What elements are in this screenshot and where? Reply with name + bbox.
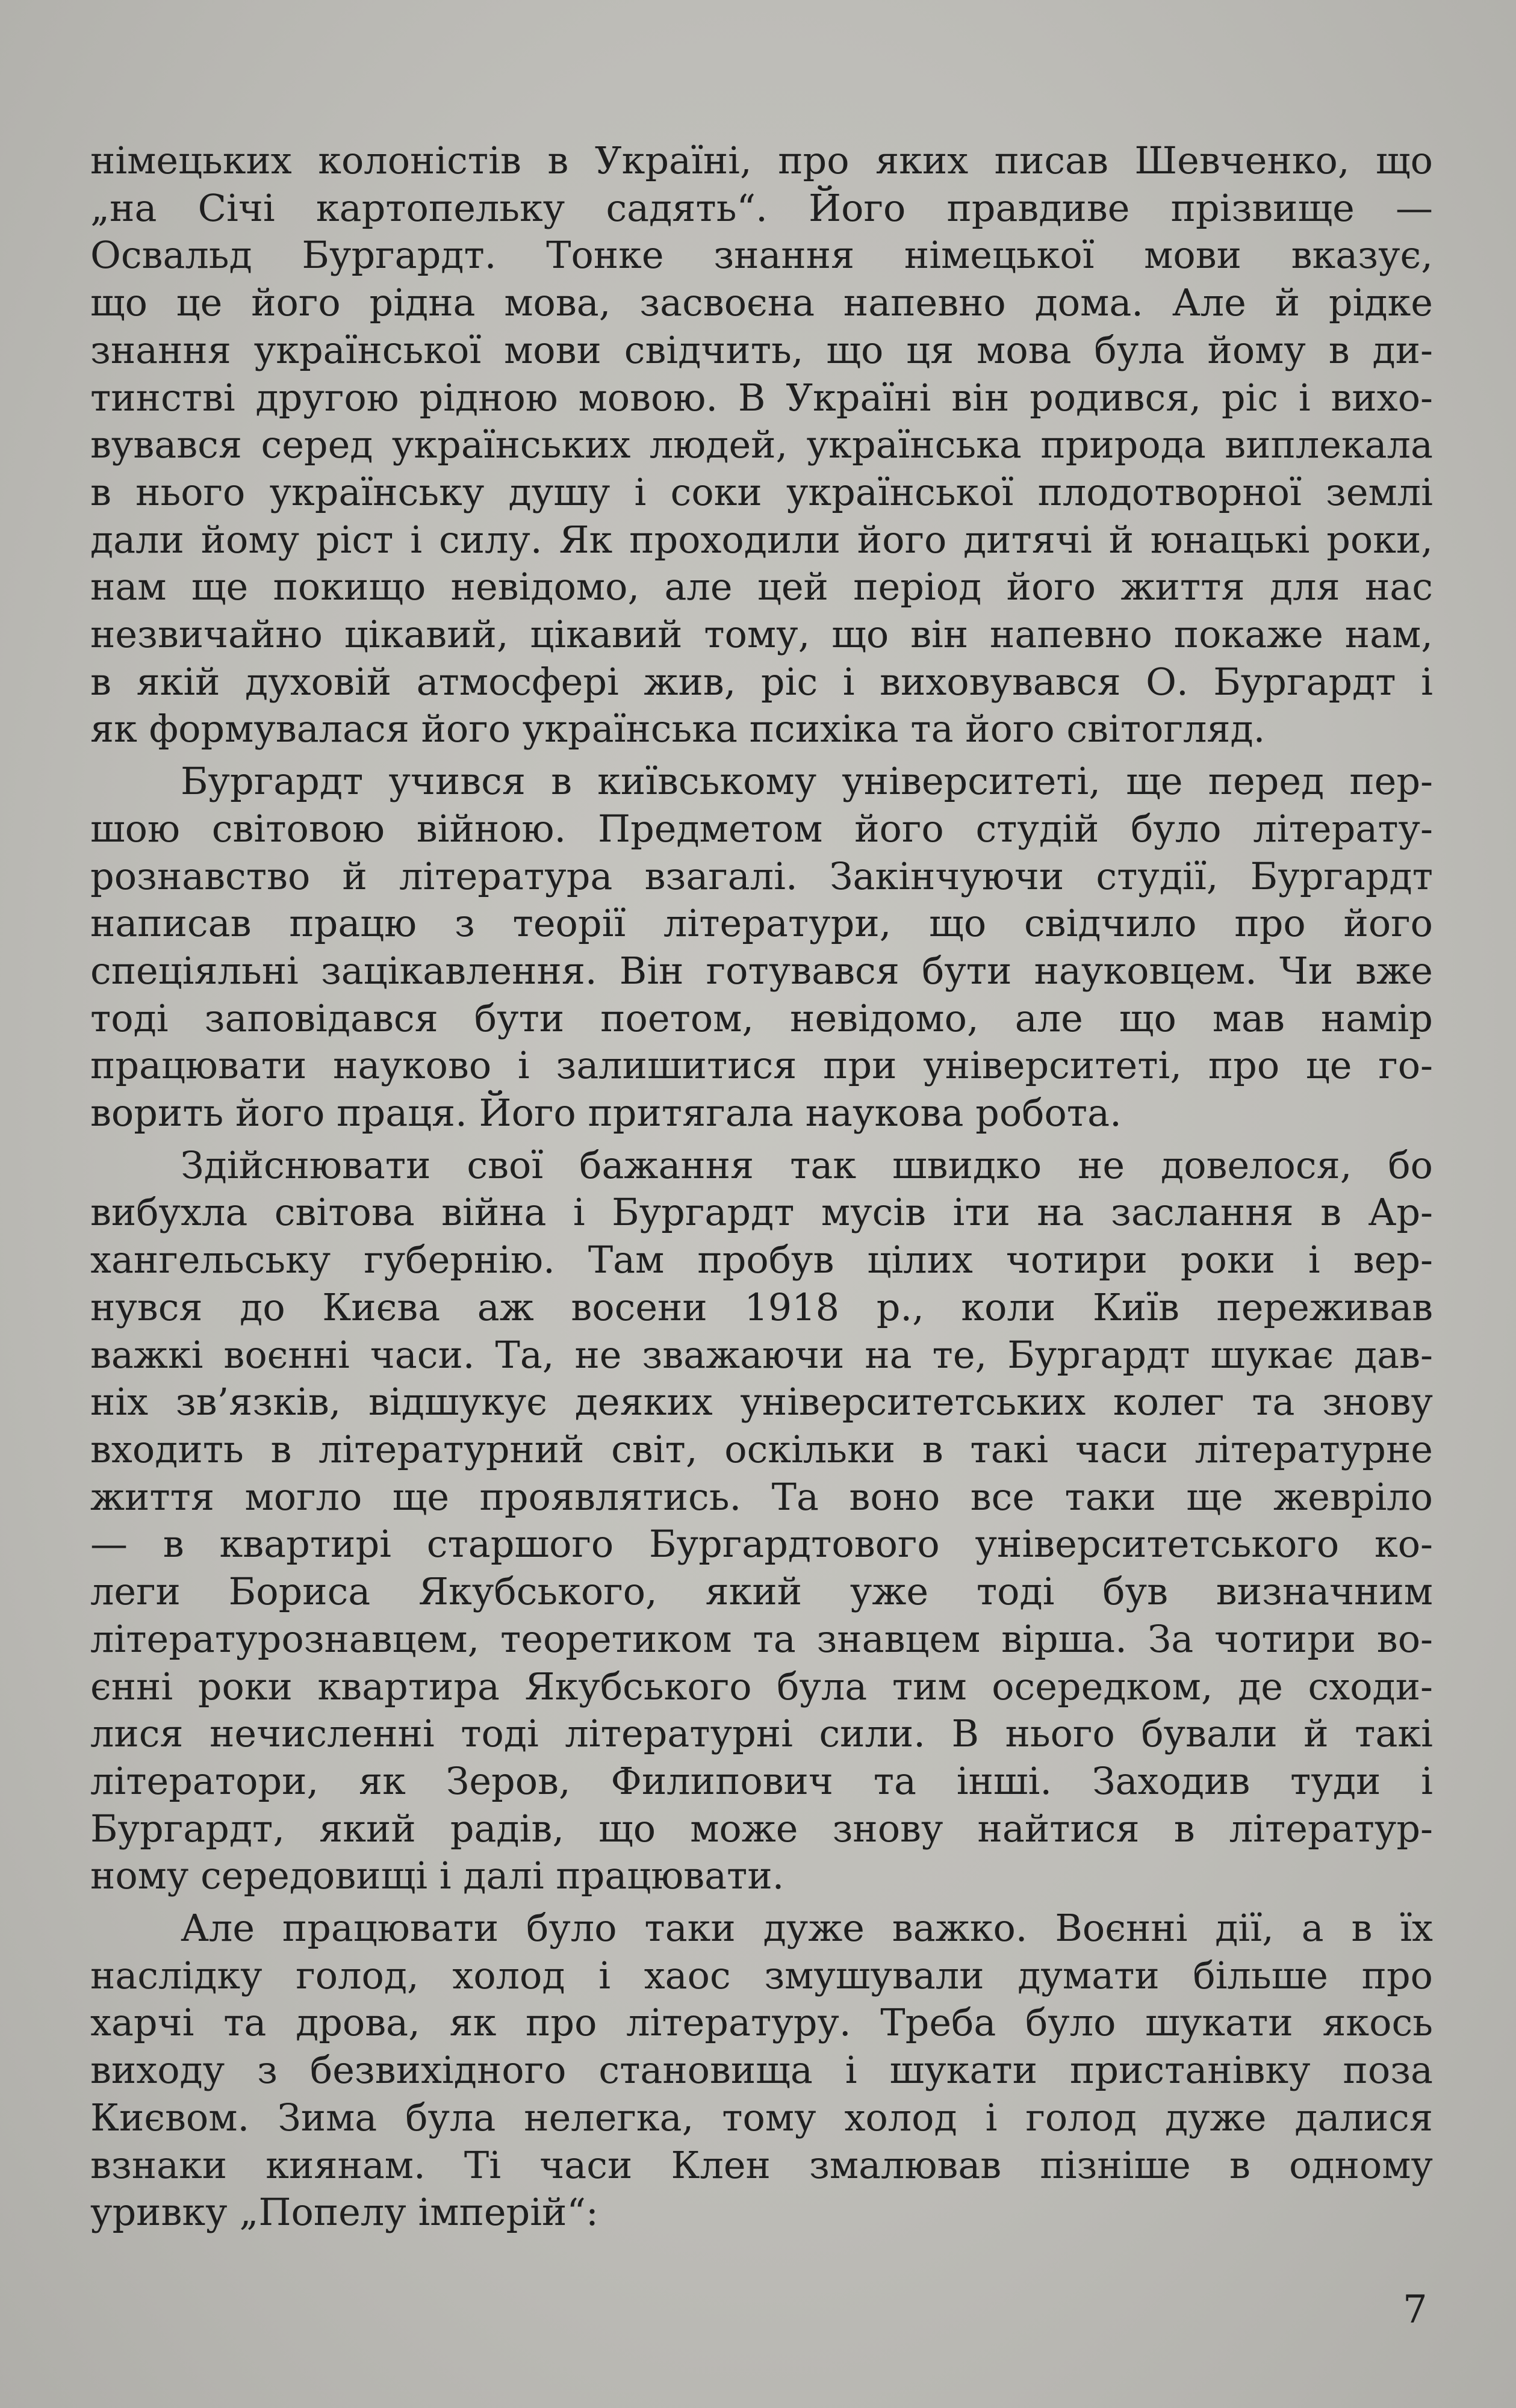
text-line: Бургардт, який радів, що може знову найтися в літератур- bbox=[90, 1806, 1433, 1851]
paragraph bbox=[90, 137, 1433, 753]
text-line: тоді заповідався бути поетом, невідомо, але що мав намір bbox=[90, 996, 1433, 1040]
text-line: незвичайно цікавий, цікавий тому, що він напевно покаже нам, bbox=[90, 612, 1433, 657]
text-line: Але працювати було таки дуже важко. Воєнні дії, а в їх bbox=[181, 1906, 1433, 1950]
text-line: ному середовищі і далі працювати. bbox=[90, 1854, 784, 1898]
text-line: в нього українську душу і соки української плодотворної землі bbox=[90, 470, 1433, 514]
text-line: написав працю з теорії літератури, що свідчило про його bbox=[90, 901, 1433, 946]
text-line: харчі та дрова, як про літературу. Треба було шукати якось bbox=[90, 2000, 1433, 2045]
text-line: Здійснювати свої бажання так швидко не довелося, бо bbox=[181, 1143, 1433, 1187]
text-line: входить в літературний світ, оскільки в такі часи літературне bbox=[90, 1427, 1433, 1471]
paragraph bbox=[90, 758, 1433, 1137]
text-line: німецьких колоністів в Україні, про яких писав Шевченко, що bbox=[90, 138, 1433, 182]
text-line: — в квартирі старшого Бургардтового університетського ко- bbox=[90, 1522, 1433, 1566]
text-line: вувався серед українських людей, українська природа виплекала bbox=[90, 423, 1433, 467]
text-line: лися нечисленні тоді літературні сили. В нього бували й такі bbox=[90, 1711, 1433, 1756]
text-line: Освальд Бургардт. Тонке знання німецької мови вказує, bbox=[90, 233, 1433, 278]
paragraph bbox=[90, 1142, 1433, 1900]
text-line: виходу з безвихідного становища і шукати пристанівку поза bbox=[90, 2048, 1433, 2093]
paragraph bbox=[90, 1905, 1433, 2236]
text-line: життя могло ще проявлятись. Та воно все таки ще жевріло bbox=[90, 1474, 1433, 1519]
text-line: Києвом. Зима була нелегка, тому холод і голод дуже далися bbox=[90, 2095, 1433, 2140]
text-line: нам ще покищо невідомо, але цей період його життя для нас bbox=[90, 565, 1433, 609]
text-line: літературознавцем, теоретиком та знавцем вірша. За чотири во- bbox=[90, 1616, 1433, 1661]
text-line: як формувалася його українська психіка та його світогляд. bbox=[90, 707, 1266, 751]
text-line: наслідку голод, холод і хаос змушували думати більше про bbox=[90, 1953, 1433, 1997]
text-line: літератори, як Зеров, Филипович та інші. Заходив туди і bbox=[90, 1758, 1433, 1803]
text-line: ніх зв’язків, відшукує деяких університетських колег та знову bbox=[90, 1380, 1433, 1424]
text-line: хангельську губернію. Там пробув цілих чотири роки і вер- bbox=[90, 1238, 1433, 1282]
text-line: леги Бориса Якубського, який уже тоді був визначним bbox=[90, 1569, 1433, 1614]
text-line: нувся до Києва аж восени 1918 р., коли Київ переживав bbox=[90, 1285, 1433, 1329]
text-line: шою світовою війною. Предметом його студій було літерату- bbox=[90, 806, 1433, 851]
text-line: „на Січі картопельку садять“. Його правдиве прізвище — bbox=[90, 185, 1433, 230]
text-line: дали йому ріст і силу. Як проходили його дитячі й юнацькі роки, bbox=[90, 517, 1433, 562]
text-line: спеціяльні зацікавлення. Він готувався бути науковцем. Чи вже bbox=[90, 948, 1433, 993]
text-line: взнаки киянам. Ті часи Клен змалював пізніше в одному bbox=[90, 2143, 1433, 2187]
text-line: в якій духовій атмосфері жив, ріс і виховувався О. Бургардт і bbox=[90, 659, 1433, 704]
text-line: що це його рідна мова, засвоєна напевно дома. Але й рідке bbox=[90, 281, 1433, 325]
text-line: працювати науково і залишитися при університеті, про це го- bbox=[90, 1043, 1433, 1088]
text-line: уривку „Попелу імперій“: bbox=[90, 2190, 598, 2235]
text-line: вибухла світова війна і Бургардт мусів іти на заслання в Ар- bbox=[90, 1190, 1433, 1235]
body-text bbox=[90, 137, 1433, 2236]
text-line: тинстві другою рідною мовою. В Україні він родився, ріс і вихо- bbox=[90, 375, 1433, 420]
text-line: Бургардт учився в київському університеті, ще перед пер- bbox=[181, 759, 1433, 804]
text-line: ворить його праця. Його притягала наукова робота. bbox=[90, 1091, 1122, 1135]
page-number: 7 bbox=[1403, 2288, 1427, 2332]
text-line: рознавство й література взагалі. Закінчуючи студії, Бургардт bbox=[90, 854, 1433, 898]
text-line: важкі воєнні часи. Та, не зважаючи на те, Бургардт шукає дав- bbox=[90, 1332, 1433, 1377]
text-line: знання української мови свідчить, що ця мова була йому в ди- bbox=[90, 327, 1433, 372]
text-line: єнні роки квартира Якубського була тим осередком, де сходи- bbox=[90, 1664, 1433, 1708]
